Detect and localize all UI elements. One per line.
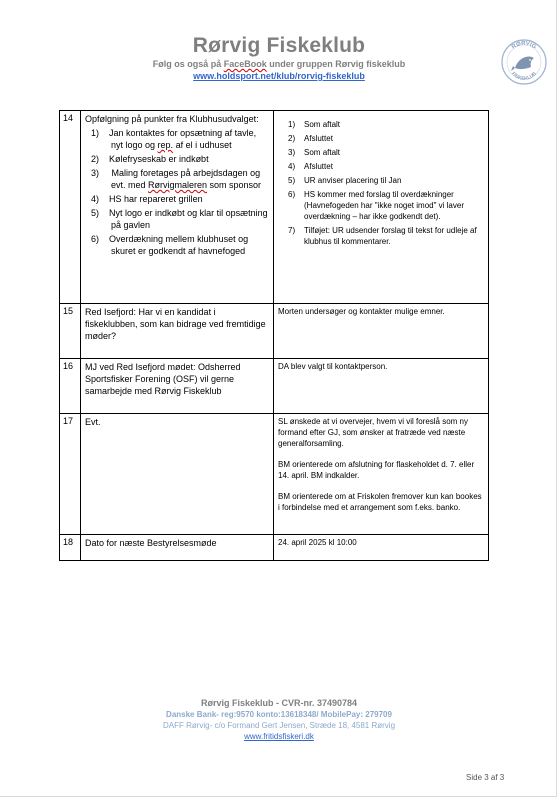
item-topic <box>81 111 274 304</box>
list-text: Maling foretages på arbejdsdagen og evt. med <box>109 168 261 190</box>
facebook-note <box>0 58 558 70</box>
list-text: HS kommer med forslag til overdækninger (Havnefogeden har "ikke noget imod" vi laver overdækning – har ikke godkendt det). <box>304 190 464 221</box>
footer-link[interactable]: www.fritidsfiskeri.dk <box>244 732 314 741</box>
followup-list <box>85 127 269 257</box>
list-item <box>91 153 269 165</box>
list-number: 6) <box>91 234 100 244</box>
facebook-word: FaceBook <box>223 59 267 69</box>
list-text: Overdækning mellem klubhuset og skuret er godkendt af havnefoged <box>109 234 249 256</box>
list-number: 7) <box>288 226 296 235</box>
list-number: 4) <box>288 162 296 171</box>
list-text: Nyt logo er indkøbt og klar til opsætning på gavlen <box>109 208 268 230</box>
letterhead <box>0 34 558 82</box>
list-text: Som aftalt <box>304 120 341 129</box>
list-text: Afsluttet <box>304 162 333 171</box>
item-result <box>274 111 489 304</box>
list-text: af el i udhuset <box>173 140 232 150</box>
topic-heading: Opfølgning på punkter fra Klubhusudvalget: <box>85 114 259 124</box>
list-text: som sponsor <box>207 180 262 190</box>
list-item <box>288 161 484 172</box>
facebook-note-post: under gruppen Rørvig fiskeklub <box>266 59 406 69</box>
list-item <box>288 189 484 222</box>
spellcheck-word: Rørvigmaleren <box>148 180 208 190</box>
list-item <box>91 233 269 257</box>
result-list <box>278 119 484 247</box>
list-item <box>91 167 269 191</box>
list-text: UR anviser placering til Jan <box>304 176 402 185</box>
result-paragraph: BM orienterede om afslutning for flaskeholdet d. 7. eller 14. april. BM indkalder. <box>278 460 475 480</box>
list-number: 4) <box>91 194 100 204</box>
item-number: 16 <box>60 359 81 414</box>
table-row <box>60 535 489 561</box>
footer-address: DAFF Rørvig- c/o Formand Gert Jensen, Stræde 18, 4581 Rørvig <box>162 721 396 730</box>
list-item <box>91 127 269 151</box>
result-paragraph: BM orienterede om at Friskolen fremover kun kan bookes i forbindelse med et arrangement som f.eks. banko. <box>278 492 482 512</box>
item-result: DA blev valgt til kontaktperson. <box>274 359 489 414</box>
table-row <box>60 304 489 359</box>
page-number: Side 3 af 3 <box>466 773 505 782</box>
minutes-table <box>59 110 489 561</box>
list-text: Kølefryseskab er indkøbt <box>109 154 209 164</box>
spellcheck-word: rep. <box>157 140 174 150</box>
footer <box>0 697 558 742</box>
table-row <box>60 359 489 414</box>
list-item <box>288 119 484 130</box>
item-result: 24. april 2025 kl 10:00 <box>274 535 489 561</box>
list-text: Som aftalt <box>304 148 341 157</box>
list-text: Jan kontaktes for opsætning af tavle, nyt logo og <box>109 128 257 150</box>
list-item <box>288 147 484 158</box>
list-number: 3) <box>288 148 296 157</box>
list-number: 3) <box>91 168 100 178</box>
list-text: HS har repareret grillen <box>109 194 203 204</box>
result-paragraph: SL ønskede at vi overvejer, hvem vi vil foreslå som ny formand efter GJ, som ønsker at fratræde ved næste generalforsamling. <box>278 417 468 448</box>
list-item <box>91 193 269 205</box>
list-number: 1) <box>91 128 100 138</box>
facebook-note-pre: Følg os også på <box>152 59 224 69</box>
footer-bank: Danske Bank- reg:9570 konto:13618348/ MobilePay: 279709 <box>166 710 392 719</box>
item-number: 18 <box>60 535 81 561</box>
list-text: Afsluttet <box>304 134 333 143</box>
fish-logo-icon <box>500 38 548 86</box>
item-topic: Evt. <box>81 414 274 535</box>
item-topic: MJ ved Red Isefjord mødet: Odsherred Sportsfisker Forening (OSF) vil gerne samarbejde med Rørvig Fiskeklub <box>81 359 274 414</box>
table-row <box>60 111 489 304</box>
item-number: 15 <box>60 304 81 359</box>
footer-cvr: Rørvig Fiskeklub - CVR-nr. 37490784 <box>200 698 358 708</box>
list-number: 2) <box>91 154 100 164</box>
table-row <box>60 414 489 535</box>
logo-top-text: RØRVIG <box>510 40 538 51</box>
item-topic: Dato for næste Bestyrelsesmøde <box>81 535 274 561</box>
list-number: 5) <box>91 208 100 218</box>
item-number: 14 <box>60 111 81 304</box>
list-item <box>288 175 484 186</box>
item-number: 17 <box>60 414 81 535</box>
item-result <box>274 414 489 535</box>
holdsport-link[interactable]: www.holdsport.net/klub/rorvig-fiskeklub <box>193 71 365 81</box>
club-title: Rørvig Fiskeklub <box>192 34 366 57</box>
item-result: Morten undersøger og kontakter mulige emner. <box>274 304 489 359</box>
logo-bottom-text: FISKEKLUB <box>510 70 538 83</box>
list-item <box>288 133 484 144</box>
list-number: 1) <box>288 120 296 129</box>
item-topic: Red Isefjord: Har vi en kandidat i fiskeklubben, som kan bidrage ved fremtidige møder? <box>81 304 274 359</box>
list-number: 2) <box>288 134 296 143</box>
list-number: 6) <box>288 190 296 199</box>
list-number: 5) <box>288 176 296 185</box>
list-text: Tilføjet: UR udsender forslag til tekst for udleje af klubhus til kommentarer. <box>304 226 477 246</box>
list-item <box>288 225 484 247</box>
list-item <box>91 207 269 231</box>
